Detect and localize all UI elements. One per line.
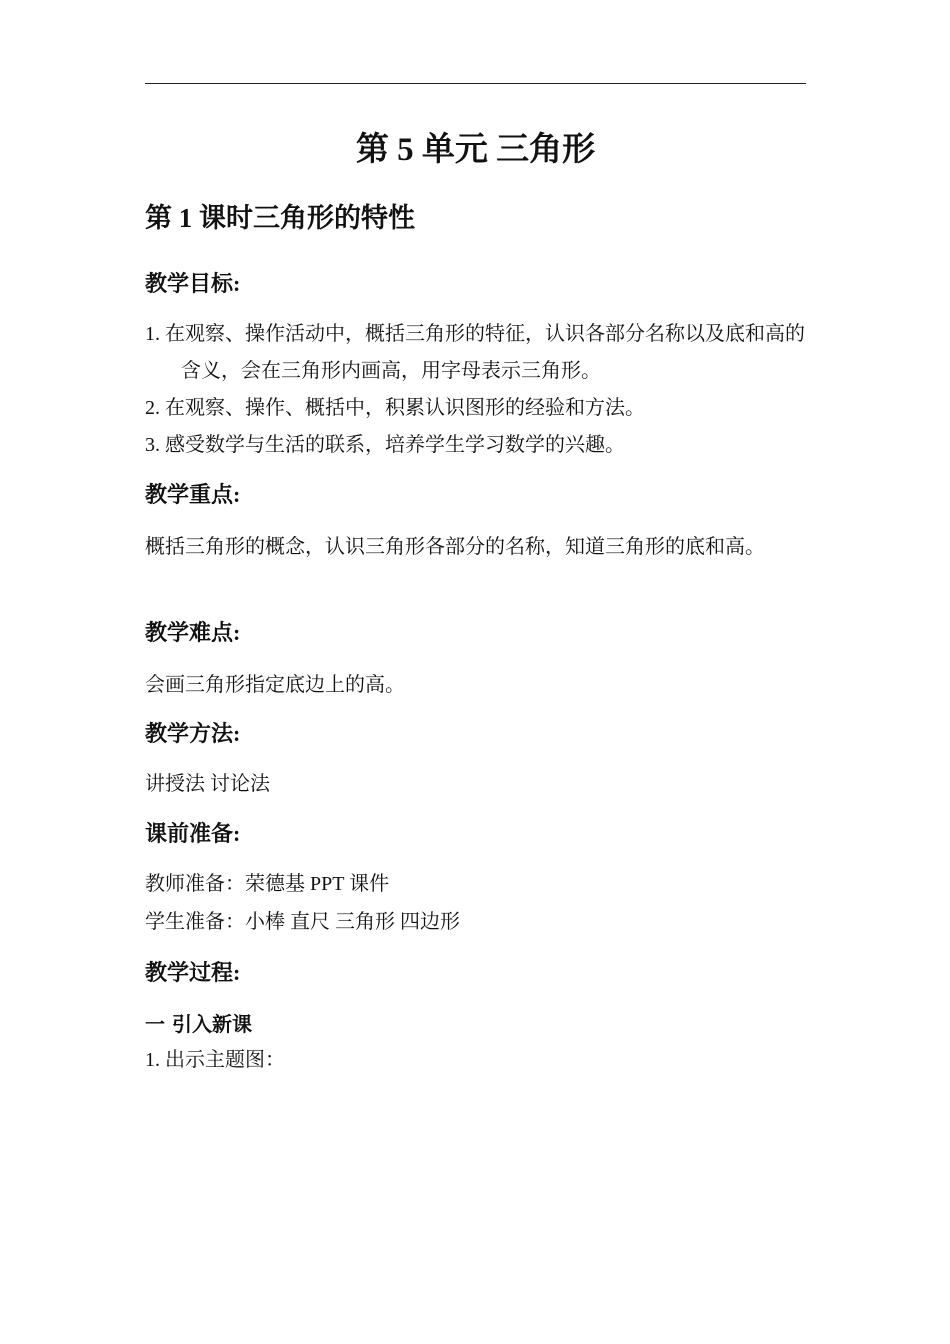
process-step-1: 1. 出示主题图：	[145, 1049, 285, 1071]
preparation-heading: 课前准备:	[145, 821, 241, 846]
difficulties-text: 会画三角形指定底边上的高。	[145, 674, 405, 696]
objective-item-2: 2. 在观察、操作、概括中，积累认识图形的经验和方法。	[145, 397, 645, 419]
key-points-text: 概括三角形的概念，认识三角形各部分的名称，知道三角形的底和高。	[145, 536, 765, 558]
document-page	[145, 0, 806, 1344]
methods-heading: 教学方法:	[145, 721, 241, 746]
student-preparation: 学生准备：小棒 直尺 三角形 四边形	[145, 911, 460, 933]
part-one-title: 一 引入新课	[145, 1012, 252, 1036]
difficulties-heading: 教学难点:	[145, 620, 241, 645]
teacher-preparation: 教师准备：荣德基 PPT 课件	[145, 873, 390, 895]
process-heading: 教学过程:	[145, 960, 241, 985]
lesson-title: 第 1 课时三角形的特性	[145, 203, 415, 233]
key-points-heading: 教学重点:	[145, 482, 241, 507]
header-rule	[145, 83, 806, 84]
objectives-heading: 教学目标:	[145, 271, 241, 296]
methods-text: 讲授法 讨论法	[145, 773, 270, 795]
unit-title: 第 5 单元 三角形	[355, 132, 596, 168]
objective-item-1: 1. 在观察、操作活动中，概括三角形的特征，认识各部分名称以及底和高的含义，会在三角形内画高，用字母表示三角形。	[145, 323, 805, 382]
objective-item-3: 3. 感受数学与生活的联系，培养学生学习数学的兴趣。	[145, 434, 625, 456]
